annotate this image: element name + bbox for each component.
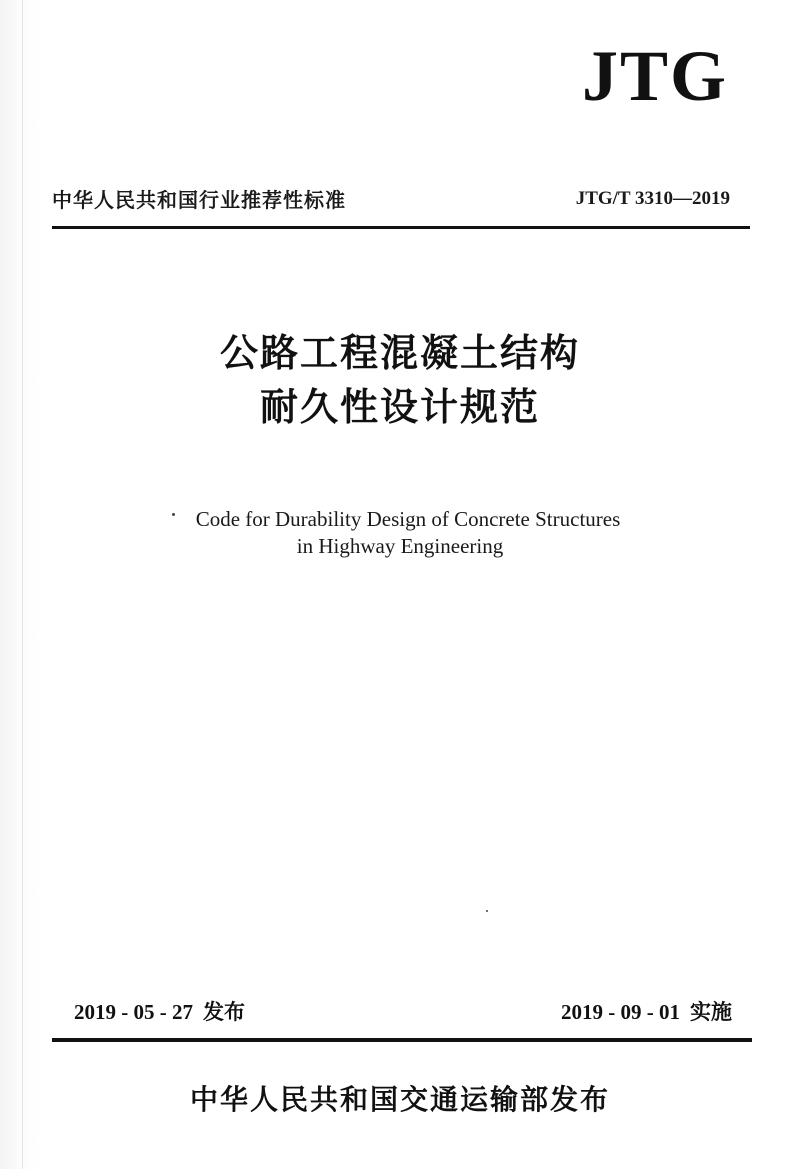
- chinese-title-line-2: 耐久性设计规范: [259, 385, 540, 429]
- issue-label: 发布: [203, 1000, 245, 1024]
- standard-code: JTG/T 3310—2019: [575, 188, 730, 209]
- standard-category: 中华人民共和国行业推荐性标准: [52, 188, 346, 212]
- jtg-logo: JTG: [581, 36, 728, 116]
- english-title: [0, 506, 800, 560]
- effective-label: 实施: [690, 1000, 732, 1024]
- publisher: 中华人民共和国交通运输部发布: [189, 1083, 610, 1116]
- english-title-line-1: Code for Durability Design of Concrete Structures: [195, 507, 621, 531]
- chinese-title-line-1: 公路工程混凝土结构: [219, 331, 580, 375]
- issue-date: 2019 - 05 - 27: [74, 1000, 193, 1024]
- page-edge-line: [22, 0, 23, 1169]
- print-speck: [486, 910, 488, 912]
- top-divider: [52, 226, 750, 229]
- chinese-title: [0, 326, 800, 434]
- issue-date-block: [74, 996, 245, 1026]
- effective-date: 2019 - 09 - 01: [561, 1000, 680, 1024]
- bottom-divider: [52, 1038, 752, 1042]
- effective-date-block: [561, 996, 732, 1026]
- english-title-line-2: in Highway Engineering: [296, 534, 504, 558]
